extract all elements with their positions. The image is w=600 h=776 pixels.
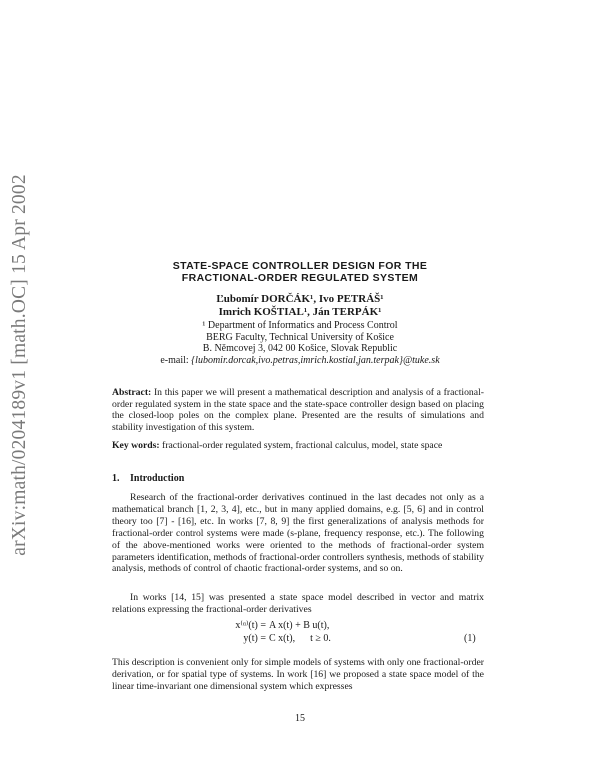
title-line-1: STATE-SPACE CONTROLLER DESIGN FOR THE — [172, 260, 428, 272]
equation-number: (1) — [464, 633, 476, 644]
arxiv-stamp — [7, 160, 33, 570]
author-block — [100, 293, 500, 319]
paragraph-3: This description is convenient only for simple models of systems with only one fractional-order derivation, or for spatial type of systems. In work [16] we proposed a state space model of the linear time-invariant one dimensional system which expresses — [112, 657, 484, 692]
title-line-2: FRACTIONAL-ORDER REGULATED SYSTEM — [181, 272, 419, 284]
equation-row-2 — [222, 632, 331, 645]
affiliation-line-3: B. Němcovej 3, 042 00 Košice, Slovak Republic — [202, 343, 398, 355]
keywords-text: fractional-order regulated system, fractional calculus, model, state space — [162, 440, 443, 451]
paper-title — [100, 260, 500, 284]
equation-row-1-rhs: A x(t) + B u(t), — [269, 620, 330, 631]
paragraph-2: In works [14, 15] was presented a state space model described in vector and matrix relations expressing the fractional-order derivatives — [112, 592, 484, 615]
authors-line-1: Ľubomír DORČÁK¹, Ivo PETRÁŠ¹ — [216, 293, 384, 305]
abstract-label: Abstract: — [112, 387, 152, 398]
authors-line-2: Imrich KOŠTIAL¹, Ján TERPÁK¹ — [218, 306, 382, 318]
page-number: 15 — [295, 713, 305, 724]
email-link[interactable]: {lubomir.dorcak,ivo.petras,imrich.kostial,jan.terpak}@tuke.sk — [191, 354, 440, 366]
keywords-label: Key words: — [112, 440, 160, 451]
affiliation-block — [100, 320, 500, 366]
section-number: 1. — [112, 473, 120, 484]
equation-row-2-rhs: C x(t), t ≥ 0. — [269, 633, 331, 644]
email-label: e-mail: — [160, 354, 189, 366]
equation-row-2-lhs: y(t) = — [243, 633, 266, 644]
keywords — [112, 440, 484, 452]
paragraph-1: Research of the fractional-order derivatives continued in the last decades not only as a mathematical branch [1, 2, 3, 4], etc., but in many applied domains, e.g. [5, 6] and in control theory too [7] - [16], etc. In works [7, 8, 9] the first generalizations of analysis methods for fractional-order control systems were made (s-plane, frequency response, etc.). The following of the above-mentioned works were oriented to the methods of fractional-order system parameters identification, methods of fractional-order controllers synthesis, methods of stability analysis, methods of control of chaotic fractional-order systems, and so on. — [112, 492, 484, 575]
affiliation-line-2: BERG Faculty, Technical University of Košice — [206, 331, 394, 343]
affiliation-line-1: ¹ Department of Informatics and Process Control — [202, 320, 398, 331]
arxiv-stamp-text: arXiv:math/0204189v1 [math.OC] 15 Apr 2002 — [9, 174, 31, 556]
equation-row-1-lhs: x⁽ᵅ⁾(t) = — [235, 620, 266, 631]
equation-1 — [222, 619, 331, 645]
abstract — [112, 387, 484, 434]
section-heading — [112, 473, 184, 484]
equation-row-1 — [222, 619, 331, 632]
abstract-text: In this paper we will present a mathematical description and analysis of a fractional-order regulated system in the state space and the state-space controller design based on placing the closed-loop poles on the complex plane. Presented are the results of simulations and stability investigation of this system. — [112, 387, 484, 434]
section-title: Introduction — [130, 473, 185, 484]
email-line — [100, 355, 500, 367]
